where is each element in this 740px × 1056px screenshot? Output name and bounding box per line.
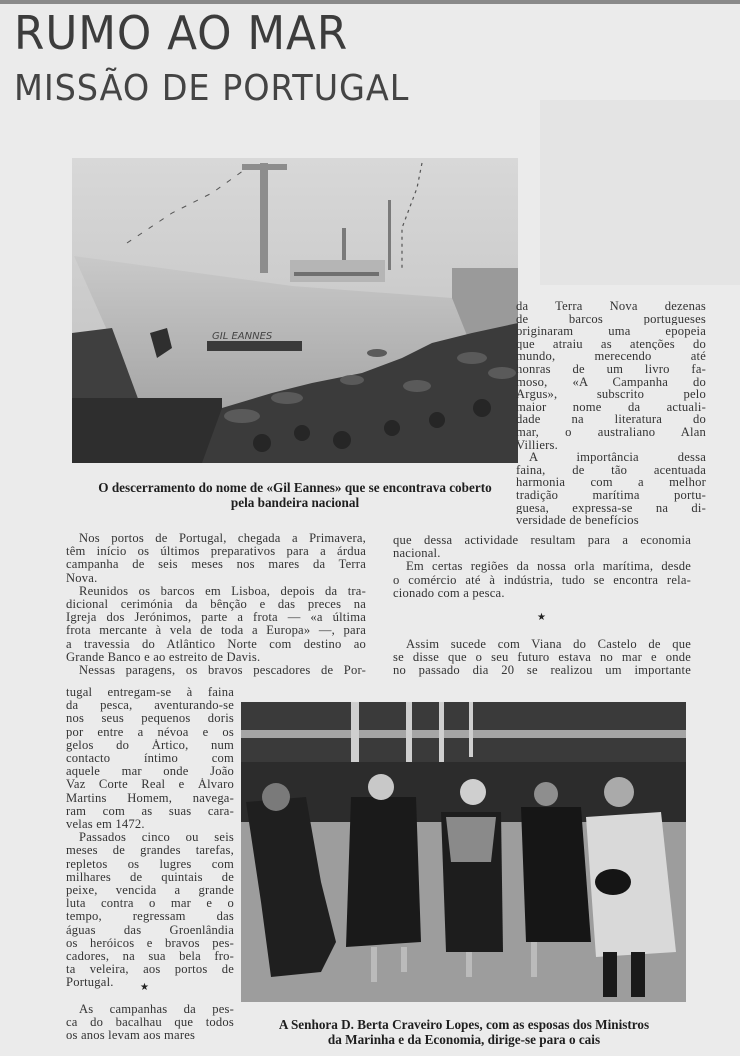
page-subtitle: MISSÃO DE PORTUGAL <box>14 68 410 109</box>
bridge-windows <box>294 272 379 276</box>
text-line: ta veleira, aos portos de <box>66 963 234 977</box>
hat <box>595 869 631 895</box>
text-line: Vaz Corte Real e Álvaro <box>66 778 234 792</box>
text-line: os heróicos e bravos pes- <box>66 936 234 950</box>
derrick <box>342 228 346 263</box>
text-line: harmonia com a melhor <box>516 476 706 489</box>
woman-2-head <box>460 779 486 805</box>
mast-crossbar <box>242 164 287 170</box>
people-photo <box>241 702 686 1002</box>
woman-1-head <box>368 774 394 800</box>
page-top-edge <box>0 0 740 4</box>
caption-line: A Senhora D. Berta Craveiro Lopes, com as esposas dos Ministros <box>278 1017 650 1032</box>
woman-1 <box>346 797 421 947</box>
text-line: de barcos portugueses <box>516 312 706 326</box>
man-leg <box>603 952 617 997</box>
text-line: Reunidos os barcos em Lisboa, depois da tra- <box>79 584 366 598</box>
article-column-right-middle <box>393 534 691 600</box>
text-line: aquele mar onde João <box>66 765 234 779</box>
text-line: Martins Homem, navega- <box>66 791 234 805</box>
text-line: velas em 1472. <box>66 818 145 832</box>
text-line: luta contra o mar e o <box>66 897 234 911</box>
text-line: Em certas regiões da nossa orla marítima, desde <box>406 560 691 574</box>
woman-2-leg <box>466 952 472 977</box>
text-line: guesa, expressa-se na di- <box>516 501 706 515</box>
ship-mast <box>260 163 268 273</box>
text-line: Villiers. <box>516 438 558 452</box>
banner <box>241 730 686 738</box>
text-line: tradição marítima portu- <box>516 488 706 502</box>
section-separator-star: ★ <box>537 612 546 623</box>
text-line: tempo, regressam das <box>66 910 234 924</box>
text-line: A importância dessa <box>529 451 706 464</box>
article-column-viana <box>393 638 691 678</box>
section-separator-star: ★ <box>140 982 149 993</box>
text-line: nos seus pequenos doris <box>66 712 234 726</box>
text-line: Portugal. <box>66 976 114 990</box>
paragraph-continuation <box>393 534 691 560</box>
article-column-narrow <box>66 686 234 990</box>
caption-line: O descerramento do nome de «Gil Eannes» que se encontrava coberto <box>98 480 492 495</box>
paragraph <box>66 831 234 989</box>
text-line: Passados cinco ou seis <box>79 831 234 845</box>
text-line: meses de grandes tarefas, <box>66 844 234 858</box>
text-line: Nos portos de Portugal, chegada a Primavera, <box>79 532 366 545</box>
text-line: originaram uma epopeia <box>516 325 706 338</box>
text-line: milhares de quintais de <box>66 870 234 884</box>
paragraph-continuation <box>516 300 706 451</box>
text-line: cadores, na sua bela fro- <box>66 950 234 964</box>
man-leg <box>631 952 645 997</box>
text-line: mundo, merecendo até <box>516 350 706 363</box>
text-line: moso, «A Campanha do <box>516 375 706 389</box>
text-line: Nessas paragens, os bravos pescadores de Por- <box>79 664 366 678</box>
text-line: honras de um livro fa- <box>516 362 706 376</box>
text-line: águas das Groenlândia <box>66 923 234 937</box>
text-line: Nova. <box>66 571 98 585</box>
text-line: cionado com a pesca. <box>393 586 505 600</box>
text-line: nacional. <box>393 547 441 561</box>
hull-name-plate <box>207 341 302 351</box>
text-line: tugal entregam-se à faina <box>66 686 234 699</box>
aft-mast <box>388 200 391 270</box>
caption-line: da Marinha e da Economia, dirige-se para o cais <box>327 1032 601 1047</box>
paragraph <box>66 532 366 585</box>
text-line: faina, de tão acentuada <box>516 463 706 477</box>
paragraph <box>66 664 366 677</box>
woman-3-head <box>534 782 558 806</box>
text-line: peixe, vencida a grande <box>66 884 234 898</box>
text-line: por entre a névoa e os <box>66 725 234 739</box>
paragraph <box>393 560 691 600</box>
text-line: têm início os últimos preparativos para a árdua <box>66 545 366 559</box>
text-line: campanha de seis meses nos mares da Terra <box>66 558 366 572</box>
text-line: a travessia do Atlântico Norte com destino ao <box>66 637 366 651</box>
text-line: Argus», subscrito pelo <box>516 388 706 401</box>
text-line: que atraiu as atenções do <box>516 337 706 351</box>
paper-stain <box>540 100 740 285</box>
page-title: RUMO AO MAR <box>14 6 349 60</box>
people-photo-image <box>241 702 686 1002</box>
text-line: As campanhas da pes- <box>79 1003 234 1016</box>
text-line: dade na literatura do <box>516 413 706 426</box>
text-line: Igreja dos Jerónimos, parte a frota — «a última <box>66 611 366 625</box>
text-line: dicional cerimónia da bênção e das preces na <box>66 598 366 612</box>
ship-bridge <box>290 260 385 282</box>
ship-photo-image <box>72 158 518 463</box>
woman-3 <box>521 807 591 942</box>
article-column-left <box>66 532 366 677</box>
ship-photo <box>72 158 518 463</box>
text-line: os anos levam aos mares <box>66 1029 196 1043</box>
text-line: gelos do Ártico, num <box>66 738 234 752</box>
paragraph-continuation <box>66 686 234 831</box>
fur-stole <box>446 817 496 862</box>
text-line: se disse que o seu futuro estava no mar e onde <box>393 651 691 665</box>
text-line: contacto íntimo com <box>66 752 234 766</box>
woman-1-leg <box>401 947 407 972</box>
caption-line: pela bandeira nacional <box>230 495 360 510</box>
text-line: da Terra Nova dezenas <box>516 300 706 313</box>
text-line: da pesca, aventurando-se <box>66 699 234 713</box>
text-line: maior nome da actuali- <box>516 400 706 414</box>
officer-head <box>262 783 290 811</box>
text-line: que dessa actividade resultam para a economia <box>393 534 691 547</box>
text-line: repletos os lugres com <box>66 857 234 871</box>
text-line: ca do bacalhau que todos <box>66 1016 234 1030</box>
text-line: ram com as suas cara- <box>66 804 234 818</box>
text-line: no passado dia 20 se realizou um importante <box>393 664 691 678</box>
hull-name-text: GIL EANNES <box>212 331 273 342</box>
woman-1-leg <box>371 947 377 982</box>
text-line: versidade de benefícios <box>516 514 639 527</box>
text-line: mar, o australiano Alan <box>516 425 706 439</box>
text-line: frota mercante à vela de toda a Europa» —, para <box>66 624 366 638</box>
paragraph <box>66 585 366 664</box>
text-line: Assim sucede com Viana do Castelo de que <box>406 638 691 651</box>
people-photo-caption <box>240 1017 688 1047</box>
ship-photo-caption <box>72 480 518 510</box>
article-column-right-top <box>516 300 706 527</box>
paragraph <box>516 451 706 527</box>
woman-3-leg <box>531 942 537 977</box>
dock-shadow <box>72 398 222 463</box>
article-column-bottom-left <box>66 1003 234 1043</box>
text-line: o comércio até à indústria, tudo se encontra rela- <box>393 573 691 587</box>
man-head <box>604 777 634 807</box>
text-line: Grande Banco e ao estreito de Davis. <box>66 650 261 664</box>
